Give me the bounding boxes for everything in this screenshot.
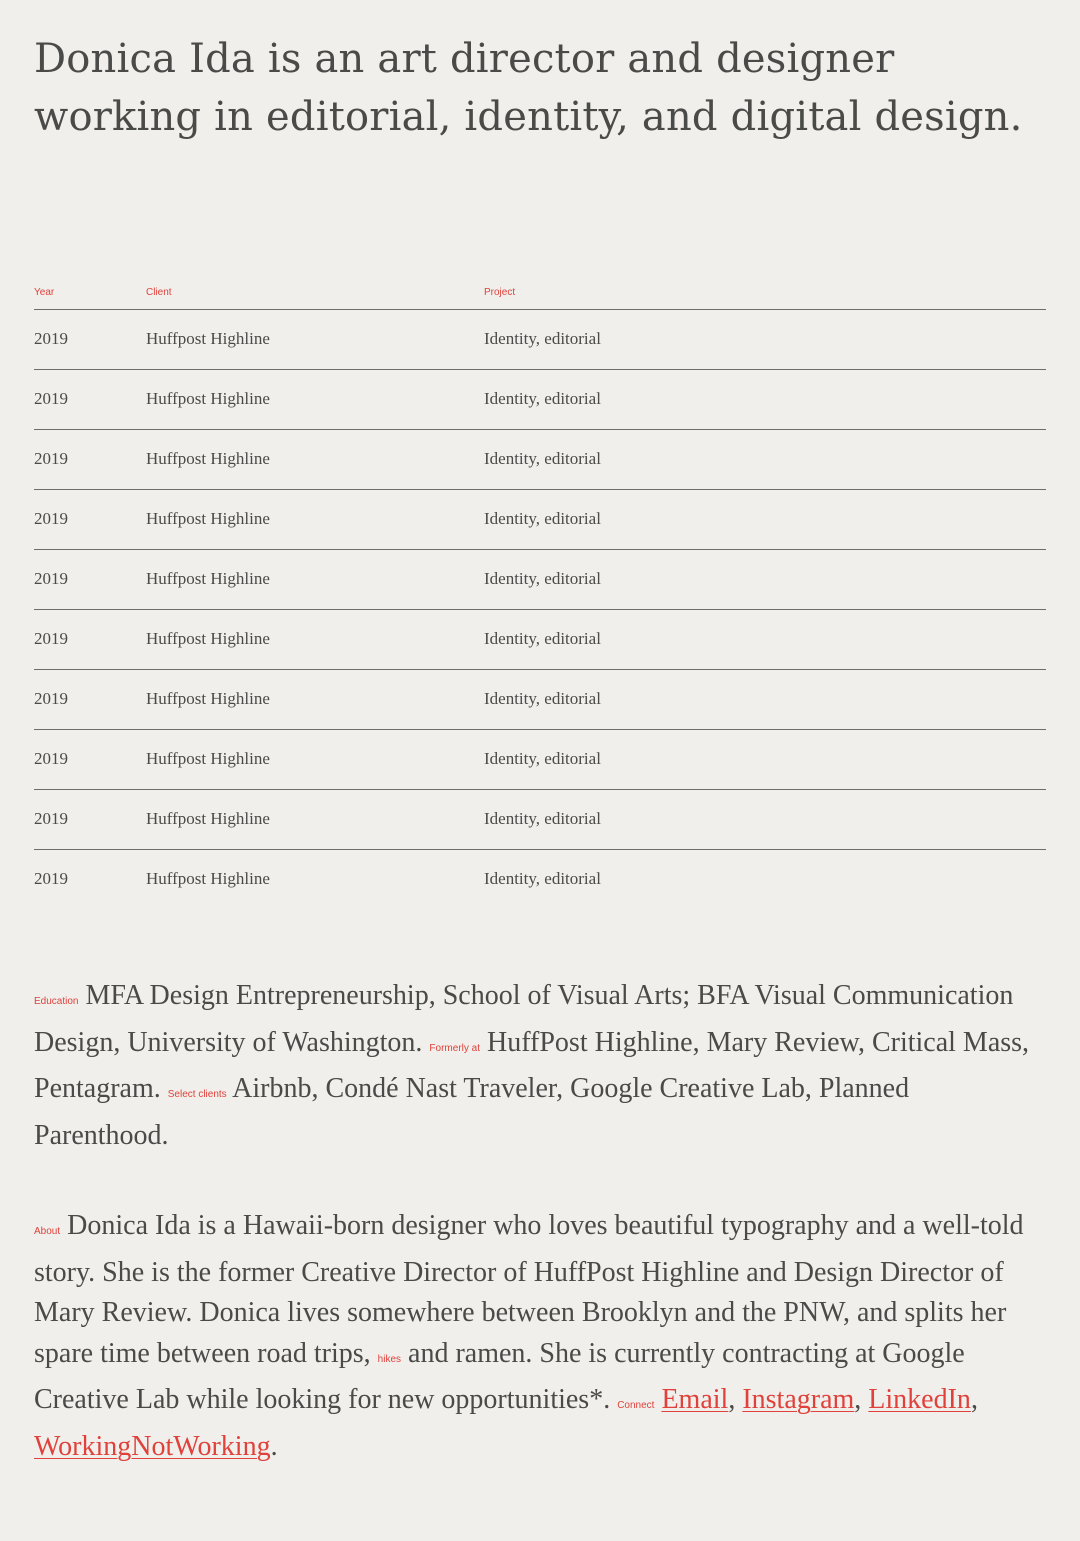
- email-link[interactable]: Email: [661, 1384, 729, 1415]
- row-year: 2019: [34, 569, 68, 588]
- formerly-text: HuffPost Highline, Mary Review, Critical Mass, Pentagram.: [34, 1026, 1030, 1104]
- formerly-label: Formerly at: [429, 1042, 480, 1054]
- education-label: Education: [34, 996, 79, 1007]
- row-year: 2019: [34, 389, 68, 408]
- about-paragraph: [34, 1206, 1046, 1467]
- period: .: [270, 1430, 278, 1462]
- row-project: Identity, editorial: [484, 809, 601, 828]
- table-row[interactable]: [34, 430, 1046, 490]
- row-project: Identity, editorial: [484, 629, 601, 648]
- header-project: Project: [484, 287, 516, 298]
- clients-label: Select clients: [167, 1089, 227, 1100]
- row-client: Huffpost Highline: [146, 689, 270, 708]
- table-row[interactable]: [34, 850, 1046, 909]
- row-client: Huffpost Highline: [146, 449, 270, 468]
- row-client: Huffpost Highline: [146, 869, 270, 888]
- row-project: Identity, editorial: [484, 749, 601, 768]
- row-year: 2019: [34, 329, 68, 348]
- row-year: 2019: [34, 509, 68, 528]
- separator: ,: [728, 1384, 736, 1415]
- about-text-1: Donica Ida is a Hawaii-born designer who loves beautiful typography and a well-told story. She is the former Creative Director of HuffPost Highline and Design Director of Mary Review. Donica lives somewhere between Brooklyn and the PNW, and splits her spare time between road trips,: [34, 1210, 1024, 1369]
- header-client: Client: [146, 287, 172, 298]
- separator: ,: [854, 1384, 862, 1415]
- row-year: 2019: [34, 449, 68, 468]
- hikes-label: hikes: [377, 1353, 402, 1365]
- about-label: About: [34, 1226, 61, 1237]
- row-client: Huffpost Highline: [146, 629, 270, 648]
- table-row[interactable]: [34, 730, 1046, 790]
- table-row[interactable]: [34, 790, 1046, 850]
- clients-text: Airbnb, Condé Nast Traveler, Google Creative Lab, Planned Parenthood.: [34, 1073, 910, 1151]
- row-project: Identity, editorial: [484, 389, 601, 408]
- workingnotworking-link[interactable]: WorkingNotWorking: [34, 1430, 271, 1462]
- row-year: 2019: [34, 689, 68, 708]
- row-client: Huffpost Highline: [146, 329, 270, 348]
- credentials-paragraph: [34, 976, 1046, 1156]
- instagram-link[interactable]: Instagram: [742, 1384, 855, 1415]
- intro-heading: Donica Ida is an art director and designer working in editorial, identity, and digital design.: [34, 36, 1023, 140]
- table-header: [34, 280, 1046, 310]
- row-client: Huffpost Highline: [146, 389, 270, 408]
- page-content: [34, 0, 1046, 1462]
- row-project: Identity, editorial: [484, 689, 601, 708]
- row-client: Huffpost Highline: [146, 569, 270, 588]
- projects-table: [34, 280, 1046, 909]
- row-project: Identity, editorial: [484, 869, 601, 888]
- row-project: Identity, editorial: [484, 569, 601, 588]
- linkedin-link[interactable]: LinkedIn: [868, 1384, 971, 1415]
- header-year: Year: [34, 287, 55, 298]
- row-year: 2019: [34, 629, 68, 648]
- table-row[interactable]: [34, 490, 1046, 550]
- row-project: Identity, editorial: [484, 449, 601, 468]
- row-year: 2019: [34, 809, 68, 828]
- row-client: Huffpost Highline: [146, 749, 270, 768]
- table-row[interactable]: [34, 370, 1046, 430]
- about-text-2: and ramen. She is currently contracting at Google Creative Lab while looking for new opportunities*.: [34, 1337, 965, 1415]
- connect-label: Connect: [617, 1400, 655, 1411]
- table-row[interactable]: [34, 310, 1046, 370]
- education-text: MFA Design Entrepreneurship, School of Visual Arts; BFA Visual Communication Design, University of Washington.: [34, 980, 1014, 1058]
- row-client: Huffpost Highline: [146, 509, 270, 528]
- table-row[interactable]: [34, 610, 1046, 670]
- row-project: Identity, editorial: [484, 329, 601, 348]
- table-row[interactable]: [34, 550, 1046, 610]
- table-row[interactable]: [34, 670, 1046, 730]
- separator: ,: [970, 1384, 978, 1415]
- row-client: Huffpost Highline: [146, 809, 270, 828]
- row-project: Identity, editorial: [484, 509, 601, 528]
- row-year: 2019: [34, 869, 68, 888]
- row-year: 2019: [34, 749, 68, 768]
